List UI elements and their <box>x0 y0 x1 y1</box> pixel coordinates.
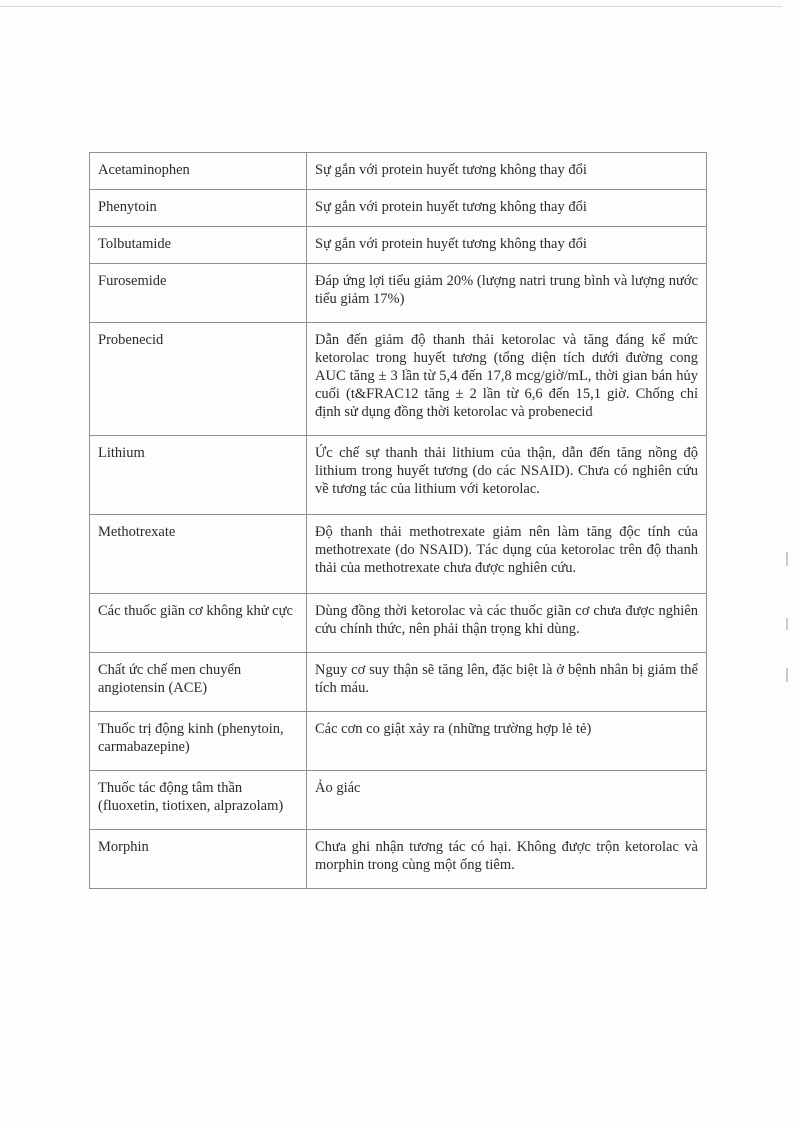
scan-edge-line <box>0 6 782 7</box>
drug-cell: Phenytoin <box>90 190 307 227</box>
effect-cell: Độ thanh thải methotrexate giảm nên làm tăng độc tính của methotrexate (do NSAID). Tác dụng của ketorolac trên độ thanh thải của methotrexate chưa được nghiên cứu. <box>307 515 707 594</box>
effect-cell: Sự gắn với protein huyết tương không thay đổi <box>307 227 707 264</box>
effect-cell: Chưa ghi nhận tương tác có hại. Không được trộn ketorolac và morphin trong cùng một ống tiêm. <box>307 830 707 889</box>
table-row <box>90 653 707 712</box>
margin-scan-mark <box>786 618 788 630</box>
drug-cell: Thuốc tác động tâm thần (fluoxetin, tiotixen, alprazolam) <box>90 771 307 830</box>
table-row <box>90 594 707 653</box>
table-row <box>90 712 707 771</box>
table-row <box>90 323 707 436</box>
drug-cell: Các thuốc giãn cơ không khử cực <box>90 594 307 653</box>
margin-scan-mark <box>786 552 788 566</box>
table-row <box>90 264 707 323</box>
table-row <box>90 436 707 515</box>
effect-cell: Nguy cơ suy thận sẽ tăng lên, đặc biệt là ở bệnh nhân bị giảm thể tích máu. <box>307 653 707 712</box>
effect-cell: Các cơn co giật xảy ra (những trường hợp lẻ tẻ) <box>307 712 707 771</box>
drug-cell: Tolbutamide <box>90 227 307 264</box>
drug-cell: Chất ức chế men chuyển angiotensin (ACE) <box>90 653 307 712</box>
table-row <box>90 515 707 594</box>
drug-cell: Lithium <box>90 436 307 515</box>
margin-scan-mark <box>786 668 788 682</box>
effect-cell: Sự gắn với protein huyết tương không thay đổi <box>307 153 707 190</box>
drug-interaction-table <box>89 152 707 889</box>
table-row <box>90 830 707 889</box>
drug-cell: Thuốc trị động kinh (phenytoin, carmabazepine) <box>90 712 307 771</box>
drug-cell: Probenecid <box>90 323 307 436</box>
table-row <box>90 153 707 190</box>
effect-cell: Dùng đồng thời ketorolac và các thuốc giãn cơ chưa được nghiên cứu chính thức, nên phải thận trọng khi dùng. <box>307 594 707 653</box>
drug-cell: Furosemide <box>90 264 307 323</box>
table-row <box>90 771 707 830</box>
table-row <box>90 227 707 264</box>
drug-cell: Methotrexate <box>90 515 307 594</box>
effect-cell: Dẫn đến giảm độ thanh thải ketorolac và tăng đáng kể mức ketorolac trong huyết tương (tổng diện tích dưới đường cong AUC tăng ± 3 lần từ 5,4 đến 17,8 mcg/giờ/mL, thời gian bán hủy cuối (t&FRAC12 tăng ± 2 lần từ 6,6 đến 15,1 giờ. Chống chỉ định sử dụng đồng thời ketorolac và probenecid <box>307 323 707 436</box>
table-row <box>90 190 707 227</box>
effect-cell: Đáp ứng lợi tiểu giảm 20% (lượng natri trung bình và lượng nước tiểu giảm 17%) <box>307 264 707 323</box>
drug-cell: Acetaminophen <box>90 153 307 190</box>
effect-cell: Sự gắn với protein huyết tương không thay đổi <box>307 190 707 227</box>
effect-cell: Ức chế sự thanh thải lithium của thận, dẫn đến tăng nồng độ lithium trong huyết tương (do các NSAID). Chưa có nghiên cứu về tương tác của lithium với ketorolac. <box>307 436 707 515</box>
effect-cell: Ảo giác <box>307 771 707 830</box>
drug-cell: Morphin <box>90 830 307 889</box>
